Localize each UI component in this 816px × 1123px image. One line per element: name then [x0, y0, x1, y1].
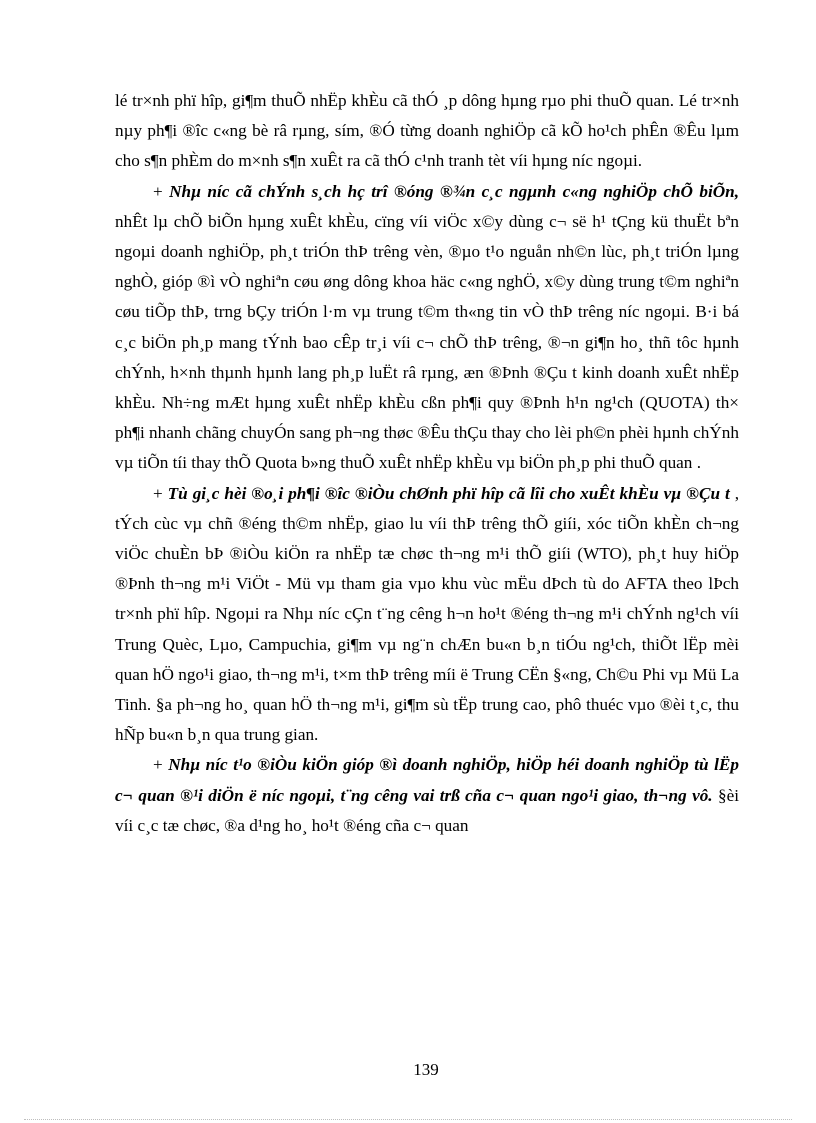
- paragraph-text: nhÊt lµ chÕ biÕn hµng xuÊt khÈu, cïng víi viÖc x©y dùng c¬ së h¹ tÇng kü thuËt bªn ngoµi doanh nghiÖp, ph¸t triÓn thÞ trêng vèn, ®µo t¹o nguån nh©n lùc, ph¸t triÓn lµng nghÒ, gióp ®ì vÒ nghiªn cøu øng dông khoa häc c«ng nghÖ, x©y dùng trung t©m nghiªn cøu tiÕp thÞ, trng bÇy triÓn l·m vµ trung t©m th«ng tin vÒ thÞ trêng níc ngoµi. B·i bá c¸c biÖn ph¸p mang tÝnh bao cÊp tr¸i víi c¬ chÕ thÞ trêng, ®¬n gi¶n ho¸ thñ tôc hµnh chÝnh, h×nh thµnh hµnh lang ph¸p luËt râ rµng, æn ®Þnh ®Çu t kinh doanh xuÊt nhËp khÈu. Nh÷ng mÆt hµng xuÊt nhËp khÈu cßn ph¶i quy ®Þnh h¹n ng¹ch (QUOTA) th× ph¶i nhanh chãng chuyÓn sang ph¬ng thøc ®Êu thÇu thay cho lèi ph©n phèi hµnh chÝnh vµ tiÕn tíi thay thÕ Quota b»ng thuÕ xuÊt nhËp khÈu vµ biÖn ph¸p phi thuÕ quan .: [115, 211, 739, 473]
- emphasized-text: Nhµ níc t¹o ®iÒu kiÖn gióp ®ì doanh nghiÖp, hiÖp héi doanh nghiÖp tù lËp c¬ quan ®¹i diÖn ë níc ngoµi, t¨ng cêng vai trß cña c¬ quan ngo¹i giao, th¬ng vô.: [115, 755, 739, 805]
- page-number: 139: [413, 1060, 439, 1079]
- paragraph-text: +: [153, 181, 170, 201]
- body-text: [115, 86, 739, 841]
- paragraph-text: lé tr×nh phï hîp, gi¶m thuÕ nhËp khÈu cã thÓ ¸p dông hµng rµo phi thuÕ quan. Lé tr×nh nµy ph¶i ®îc c«ng bè râ rµng, sím, ®Ó từng doanh nghiÖp cã kÕ ho¹ch phÊn ®Êu lµm cho s¶n phÈm do m×nh s¶n xuÊt ra cã thÓ c¹nh tranh tèt víi hµng níc ngoµi.: [115, 91, 739, 171]
- paragraph: [115, 750, 739, 841]
- paragraph-text: +: [153, 755, 169, 775]
- emphasized-text: Tù gi¸c hèi ®o¸i ph¶i ®îc ®iÒu chØnh phï hîp cã lîi cho xuÊt khÈu vµ ®Çu t: [167, 483, 730, 503]
- paragraph: [115, 86, 739, 177]
- paragraph: [115, 177, 739, 479]
- paragraph-text: +: [153, 483, 168, 503]
- page-bottom-divider: [24, 1119, 792, 1120]
- paragraph: [115, 479, 739, 751]
- paragraph-text: , tÝch cùc vµ chñ ®éng th©m nhËp, giao lu víi thÞ trêng thÕ giíi, xóc tiÕn khÈn ch¬ng viÖc chuÈn bÞ ®iÒu kiÖn ra nhËp tæ chøc th¬ng m¹i thÕ giíi (WTO), ph¸t huy hiÖp ®Þnh th¬ng m¹i ViÖt - Mü vµ tham gia vµo khu vùc mËu dÞch tù do AFTA theo lÞch tr×nh phï hîp. Ngoµi ra Nhµ níc cÇn t¨ng cêng h¬n ho¹t ®éng th¬ng m¹i chÝnh ng¹ch víi Trung Quèc, Lµo, Campuchia, gi¶m vµ ng¨n chÆn bu«n b¸n tiÓu ng¹ch, thiÕt lËp mèi quan hÖ ngo¹i giao, th¬ng m¹i, t×m thÞ trêng míi ë Trung CËn §«ng, Ch©u Phi vµ Mü La Tinh. §a ph¬ng ho¸ quan hÖ th¬ng m¹i, gi¶m sù tËp trung cao, phô thuéc vµo ®èi t¸c, thu hÑp bu«n b¸n qua trung gian.: [115, 483, 740, 745]
- paragraph-text: §èi víi c¸c tæ chøc, ®a d¹ng ho¸ ho¹t ®éng cña c¬ quan: [115, 785, 739, 835]
- emphasized-text: Nhµ níc cã chÝnh s¸ch hç trî ®óng ®¾n c¸c ngµnh c«ng nghiÖp chÕ biÕn,: [169, 181, 739, 201]
